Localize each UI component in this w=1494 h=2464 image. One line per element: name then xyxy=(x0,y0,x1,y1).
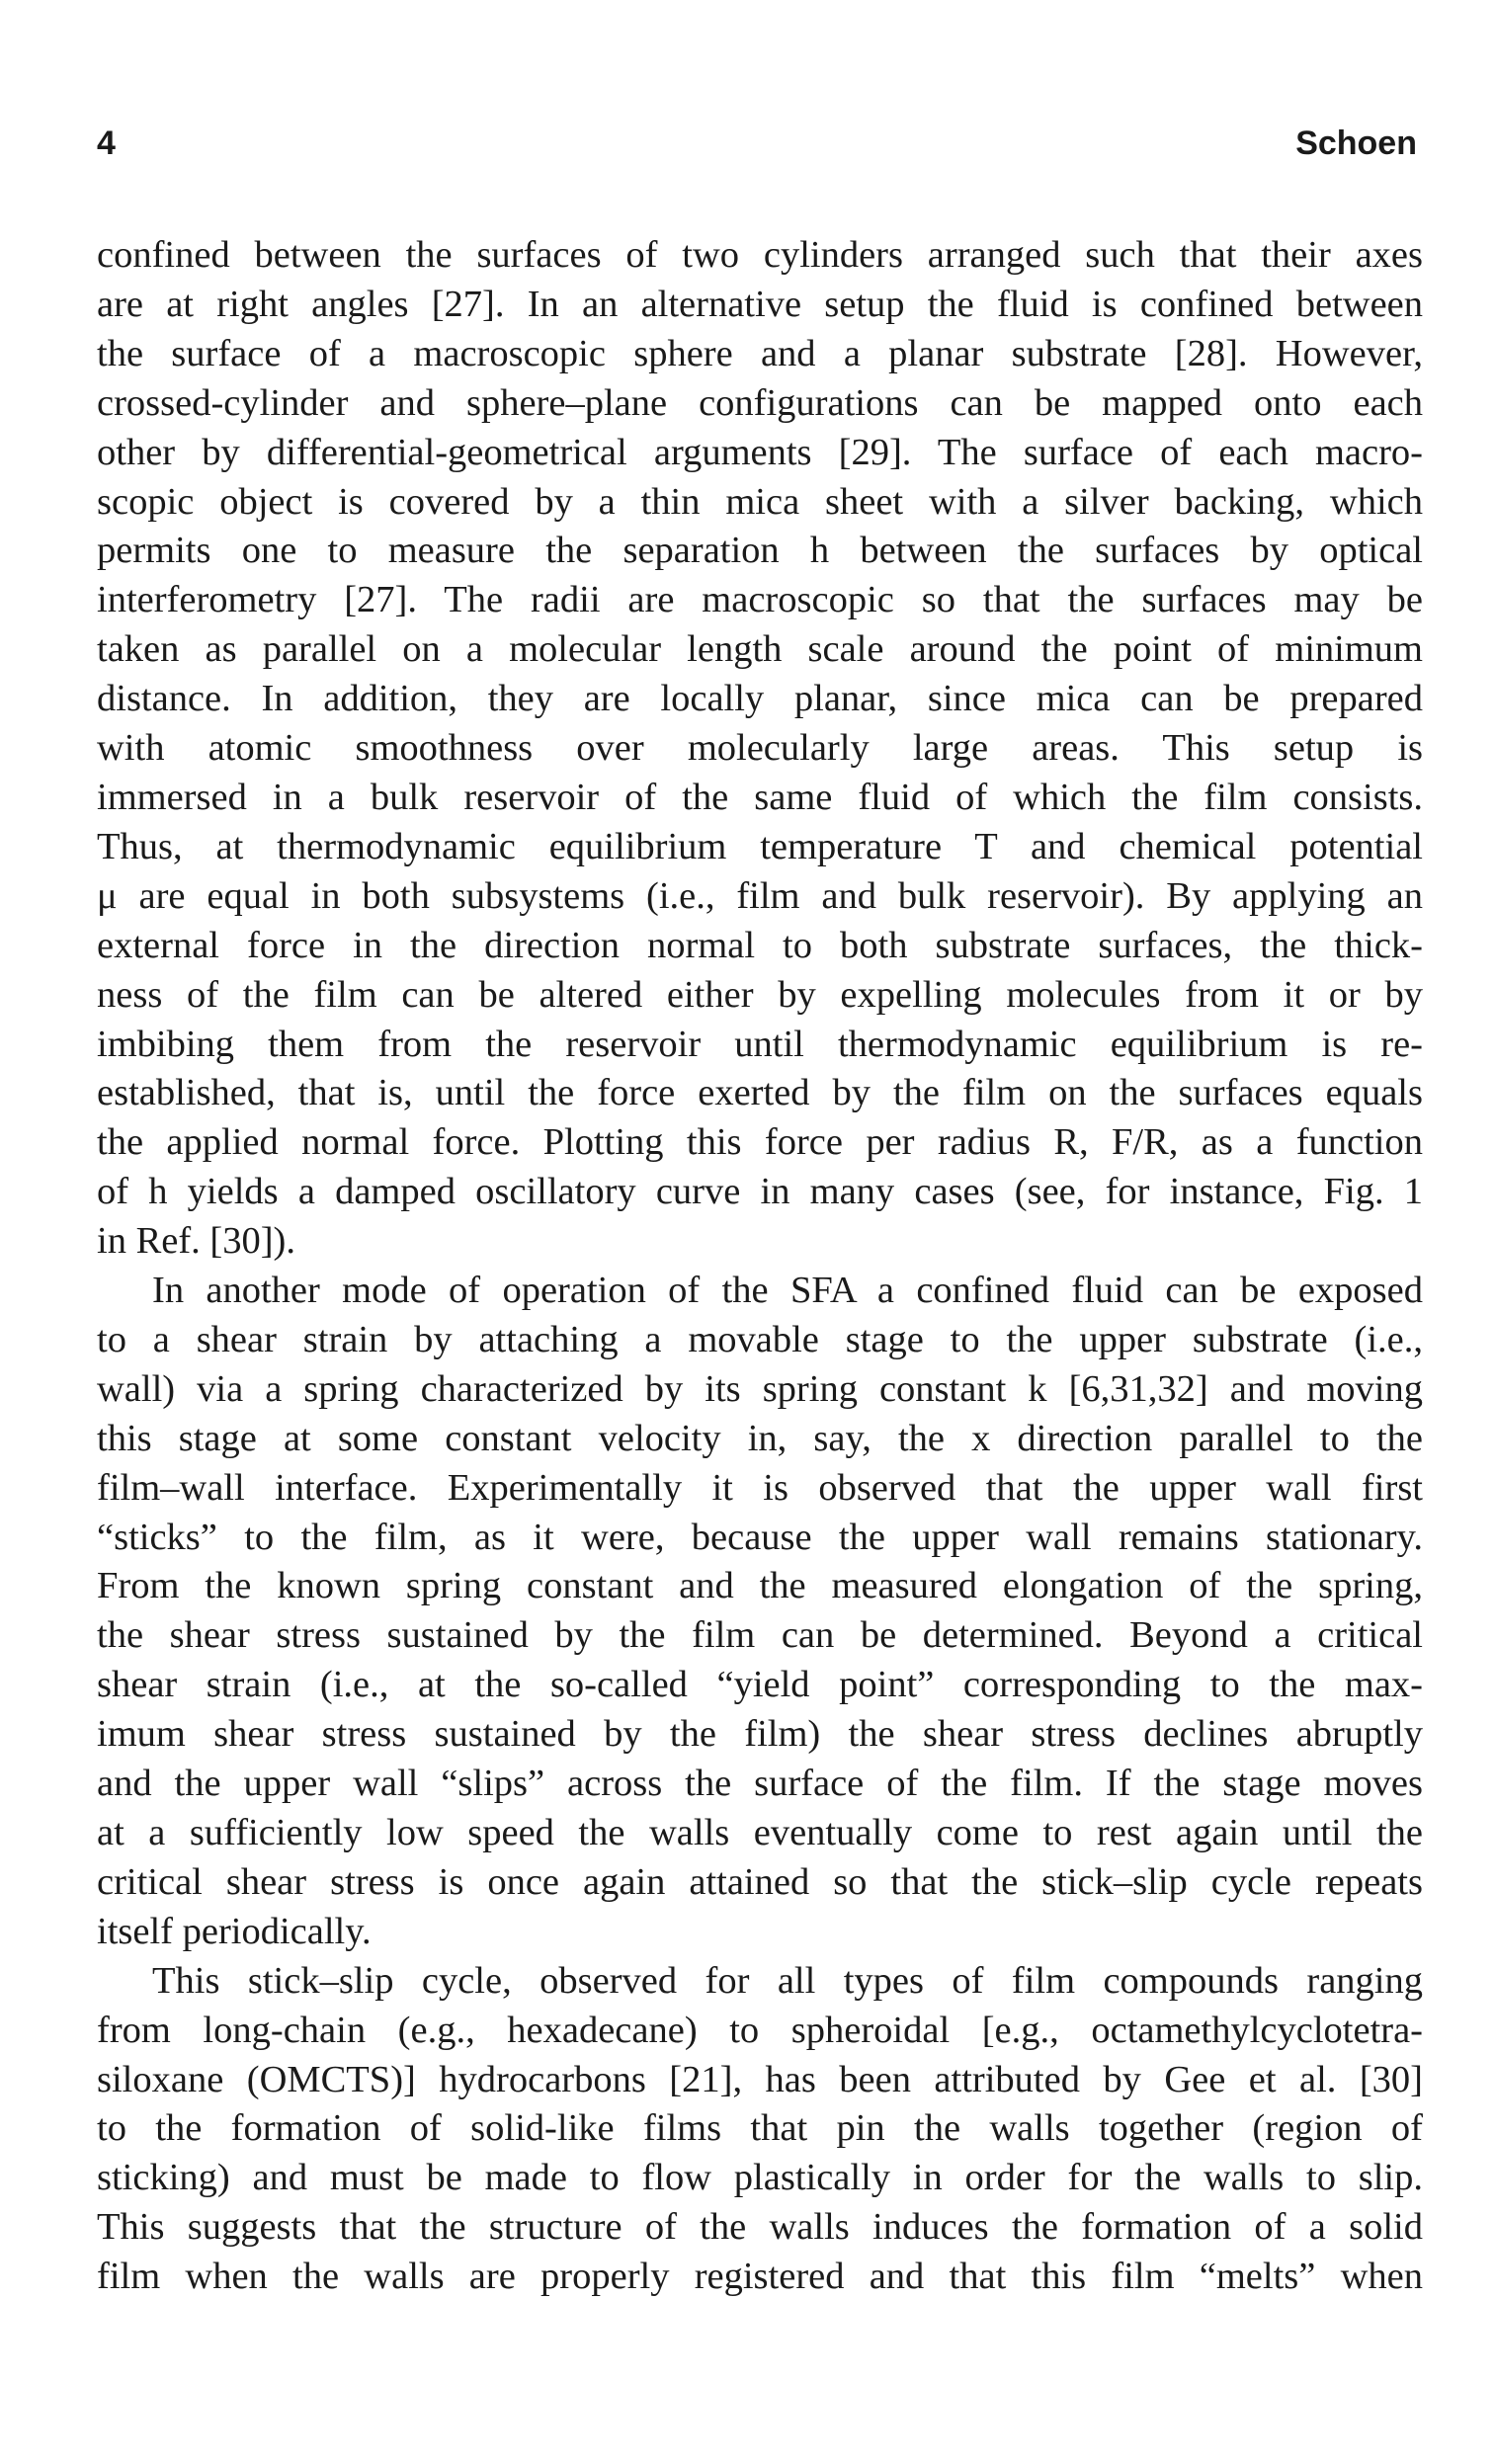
text-line: this stage at some constant velocity in, say, the x direction parallel to the xyxy=(97,1417,1423,1459)
text-line: established, that is, until the force exerted by the film on the surfaces equals xyxy=(97,1072,1423,1114)
text-line: sticking) and must be made to flow plastically in order for the walls to slip. xyxy=(97,2157,1423,2199)
text-line: crossed-cylinder and sphere–plane configurations can be mapped onto each xyxy=(97,381,1423,424)
paragraph-3 xyxy=(97,1957,1423,2302)
text-line: other by differential-geometrical arguments [29]. The surface of each macro- xyxy=(97,431,1423,473)
running-head: Schoen xyxy=(1295,124,1417,162)
text-line: are at right angles [27]. In an alternative setup the fluid is confined between xyxy=(97,283,1423,325)
text-line: and the upper wall “slips” across the surface of the film. If the stage moves xyxy=(97,1763,1423,1805)
text-line: of h yields a damped oscillatory curve in many cases (see, for instance, Fig. 1 xyxy=(97,1171,1423,1213)
text-line: μ are equal in both subsystems (i.e., film and bulk reservoir). By applying an xyxy=(97,874,1423,917)
paragraph-1 xyxy=(97,231,1423,1267)
paragraph-2 xyxy=(97,1267,1423,1957)
text-line: the shear stress sustained by the film can be determined. Beyond a critical xyxy=(97,1614,1423,1657)
page-number: 4 xyxy=(97,124,116,162)
text-line: imum shear stress sustained by the film) the shear stress declines abruptly xyxy=(97,1713,1423,1756)
text-line: from long-chain (e.g., hexadecane) to spheroidal [e.g., octamethylcyclotetra- xyxy=(97,2009,1423,2051)
text-line: in Ref. [30]). xyxy=(97,1220,295,1263)
text-line: From the known spring constant and the measured elongation of the spring, xyxy=(97,1565,1423,1607)
text-line: with atomic smoothness over molecularly large areas. This setup is xyxy=(97,727,1423,770)
text-line: confined between the surfaces of two cylinders arranged such that their axes xyxy=(97,234,1423,276)
text-line: ness of the film can be altered either by expelling molecules from it or by xyxy=(97,973,1423,1016)
text-line: siloxane (OMCTS)] hydrocarbons [21], has been attributed by Gee et al. [30] xyxy=(97,2058,1423,2100)
text-line: permits one to measure the separation h between the surfaces by optical xyxy=(97,530,1423,572)
text-line: to a shear strain by attaching a movable stage to the upper substrate (i.e., xyxy=(97,1318,1423,1360)
text-line: This suggests that the structure of the walls induces the formation of a solid xyxy=(97,2206,1423,2249)
text-line: imbibing them from the reservoir until thermodynamic equilibrium is re- xyxy=(97,1023,1423,1065)
text-line: In another mode of operation of the SFA a confined fluid can be exposed xyxy=(152,1270,1423,1312)
text-line: the applied normal force. Plotting this force per radius R, F/R, as a function xyxy=(97,1121,1423,1164)
text-line: scopic object is covered by a thin mica sheet with a silver backing, which xyxy=(97,480,1423,523)
text-line: external force in the direction normal to both substrate surfaces, the thick- xyxy=(97,924,1423,966)
text-line: “sticks” to the film, as it were, because the upper wall remains stationary. xyxy=(97,1516,1423,1558)
text-line: film–wall interface. Experimentally it is observed that the upper wall first xyxy=(97,1466,1423,1509)
text-line: immersed in a bulk reservoir of the same fluid of which the film consists. xyxy=(97,776,1423,818)
text-line: shear strain (i.e., at the so-called “yield point” corresponding to the max- xyxy=(97,1664,1423,1706)
text-line: film when the walls are properly registered and that this film “melts” when xyxy=(97,2256,1423,2298)
text-line: itself periodically. xyxy=(97,1910,372,1952)
text-line: This stick–slip cycle, observed for all types of film compounds ranging xyxy=(152,1959,1423,2002)
text-line: at a sufficiently low speed the walls eventually come to rest again until the xyxy=(97,1812,1423,1853)
text-line: Thus, at thermodynamic equilibrium temperature T and chemical potential xyxy=(97,825,1423,867)
text-line: taken as parallel on a molecular length scale around the point of minimum xyxy=(97,628,1423,671)
body-text xyxy=(97,231,1423,2302)
text-line: critical shear stress is once again attained so that the stick–slip cycle repeats xyxy=(97,1860,1423,1903)
text-line: to the formation of solid-like films that pin the walls together (region of xyxy=(97,2107,1423,2150)
text-line: the surface of a macroscopic sphere and a planar substrate [28]. However, xyxy=(97,332,1423,374)
text-line: interferometry [27]. The radii are macroscopic so that the surfaces may be xyxy=(97,579,1423,621)
text-line: distance. In addition, they are locally planar, since mica can be prepared xyxy=(97,678,1423,720)
text-line: wall) via a spring characterized by its spring constant k [6,31,32] and moving xyxy=(97,1367,1423,1410)
